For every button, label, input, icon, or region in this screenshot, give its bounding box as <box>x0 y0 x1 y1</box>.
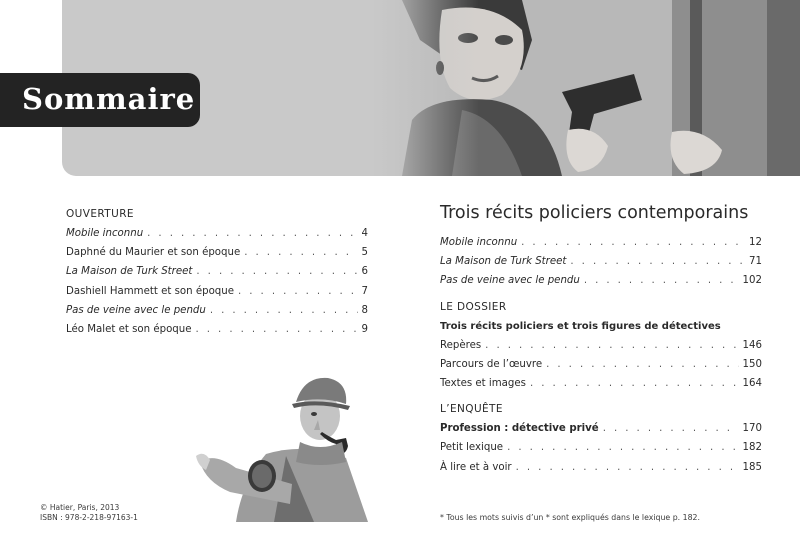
toc-left-column <box>66 208 368 343</box>
section-title-recits: Trois récits policiers contemporains <box>440 203 749 223</box>
leader-dots <box>530 378 739 389</box>
leader-dots <box>570 256 745 267</box>
toc-entry[interactable] <box>66 324 368 335</box>
section-subheading-dossier: Trois récits policiers et trois figures de détectives <box>440 320 721 332</box>
isbn-line: ISBN : 978-2-218-97163-1 <box>40 512 138 522</box>
toc-entry-page: 164 <box>742 377 762 389</box>
section-heading-ouverture: OUVERTURE <box>66 208 134 220</box>
toc-entry-page: 9 <box>361 323 368 335</box>
toc-entry-label: Petit lexique <box>440 442 504 454</box>
toc-entry-label: Léo Malet et son époque <box>66 323 192 335</box>
toc-entry[interactable] <box>440 442 762 453</box>
leader-dots <box>516 462 739 473</box>
toc-entry-label: Mobile inconnu <box>440 237 518 248</box>
leader-dots <box>196 266 357 277</box>
woman-with-pistol-illustration <box>372 0 800 176</box>
toc-entry-label: À lire et à voir <box>440 461 512 473</box>
toc-entry[interactable] <box>440 275 762 286</box>
toc-entry-label: Pas de veine avec le pendu <box>440 275 580 287</box>
section-heading-enquete: L’ENQUÊTE <box>440 403 503 416</box>
detective-with-pipe-photo <box>196 372 372 522</box>
toc-entry-label: Profession : détective privé <box>440 423 599 435</box>
leader-dots <box>485 340 738 351</box>
toc-entry[interactable] <box>66 286 368 297</box>
lexicon-footnote: * Tous les mots suivis d’un * sont expliqués dans le lexique p. 182. <box>440 513 700 522</box>
toc-entry-page: 8 <box>361 304 368 316</box>
toc-entry-page: 71 <box>749 256 762 268</box>
toc-entry[interactable] <box>66 247 368 258</box>
toc-entry-page: 182 <box>742 442 762 454</box>
leader-dots <box>210 305 358 316</box>
leader-dots <box>603 423 739 434</box>
toc-entry-label: Mobile inconnu <box>66 228 144 239</box>
toc-right-column <box>440 203 762 481</box>
toc-entry-label: La Maison de Turk Street <box>66 266 193 278</box>
toc-entry[interactable] <box>440 378 762 389</box>
toc-entry[interactable] <box>66 266 368 277</box>
toc-entry-page: 150 <box>742 358 762 370</box>
toc-entry-label: Repères <box>440 339 482 351</box>
leader-dots <box>546 359 738 370</box>
toc-entry-page: 4 <box>361 228 368 239</box>
toc-entry-label: Textes et images <box>440 377 526 389</box>
leader-dots <box>584 275 739 286</box>
toc-entry[interactable] <box>440 256 762 267</box>
leader-dots <box>147 228 357 239</box>
toc-entry-label: Dashiell Hammett et son époque <box>66 285 234 297</box>
toc-entry-page: 102 <box>742 275 762 287</box>
toc-entry-page: 146 <box>742 339 762 351</box>
section-heading-dossier: LE DOSSIER <box>440 300 507 313</box>
leader-dots <box>196 324 358 335</box>
toc-entry-label: La Maison de Turk Street <box>440 256 567 268</box>
toc-entry[interactable] <box>66 305 368 316</box>
copyright-line: © Hatier, Paris, 2013 <box>40 503 120 512</box>
toc-entry-page: 7 <box>361 285 368 297</box>
toc-entry[interactable] <box>440 237 762 248</box>
page-title: Sommaire <box>22 82 196 116</box>
toc-entry-page: 6 <box>361 266 368 278</box>
leader-dots <box>521 237 745 248</box>
toc-entry[interactable] <box>440 340 762 351</box>
toc-entry[interactable] <box>440 423 762 434</box>
copyright-notice <box>40 503 138 522</box>
toc-entry-label: Pas de veine avec le pendu <box>66 304 206 316</box>
toc-entry-page: 12 <box>749 237 762 248</box>
toc-entry[interactable] <box>440 359 762 370</box>
leader-dots <box>507 442 738 453</box>
leader-dots <box>238 286 358 297</box>
toc-entry-label: Parcours de l’œuvre <box>440 358 543 370</box>
toc-entry-page: 185 <box>742 461 762 473</box>
toc-entry-label: Daphné du Maurier et son époque <box>66 247 241 259</box>
toc-entry[interactable] <box>440 462 762 473</box>
leader-dots <box>244 247 357 258</box>
toc-entry-page: 170 <box>742 423 762 435</box>
toc-entry[interactable] <box>66 228 368 239</box>
toc-entry-page: 5 <box>361 247 368 259</box>
